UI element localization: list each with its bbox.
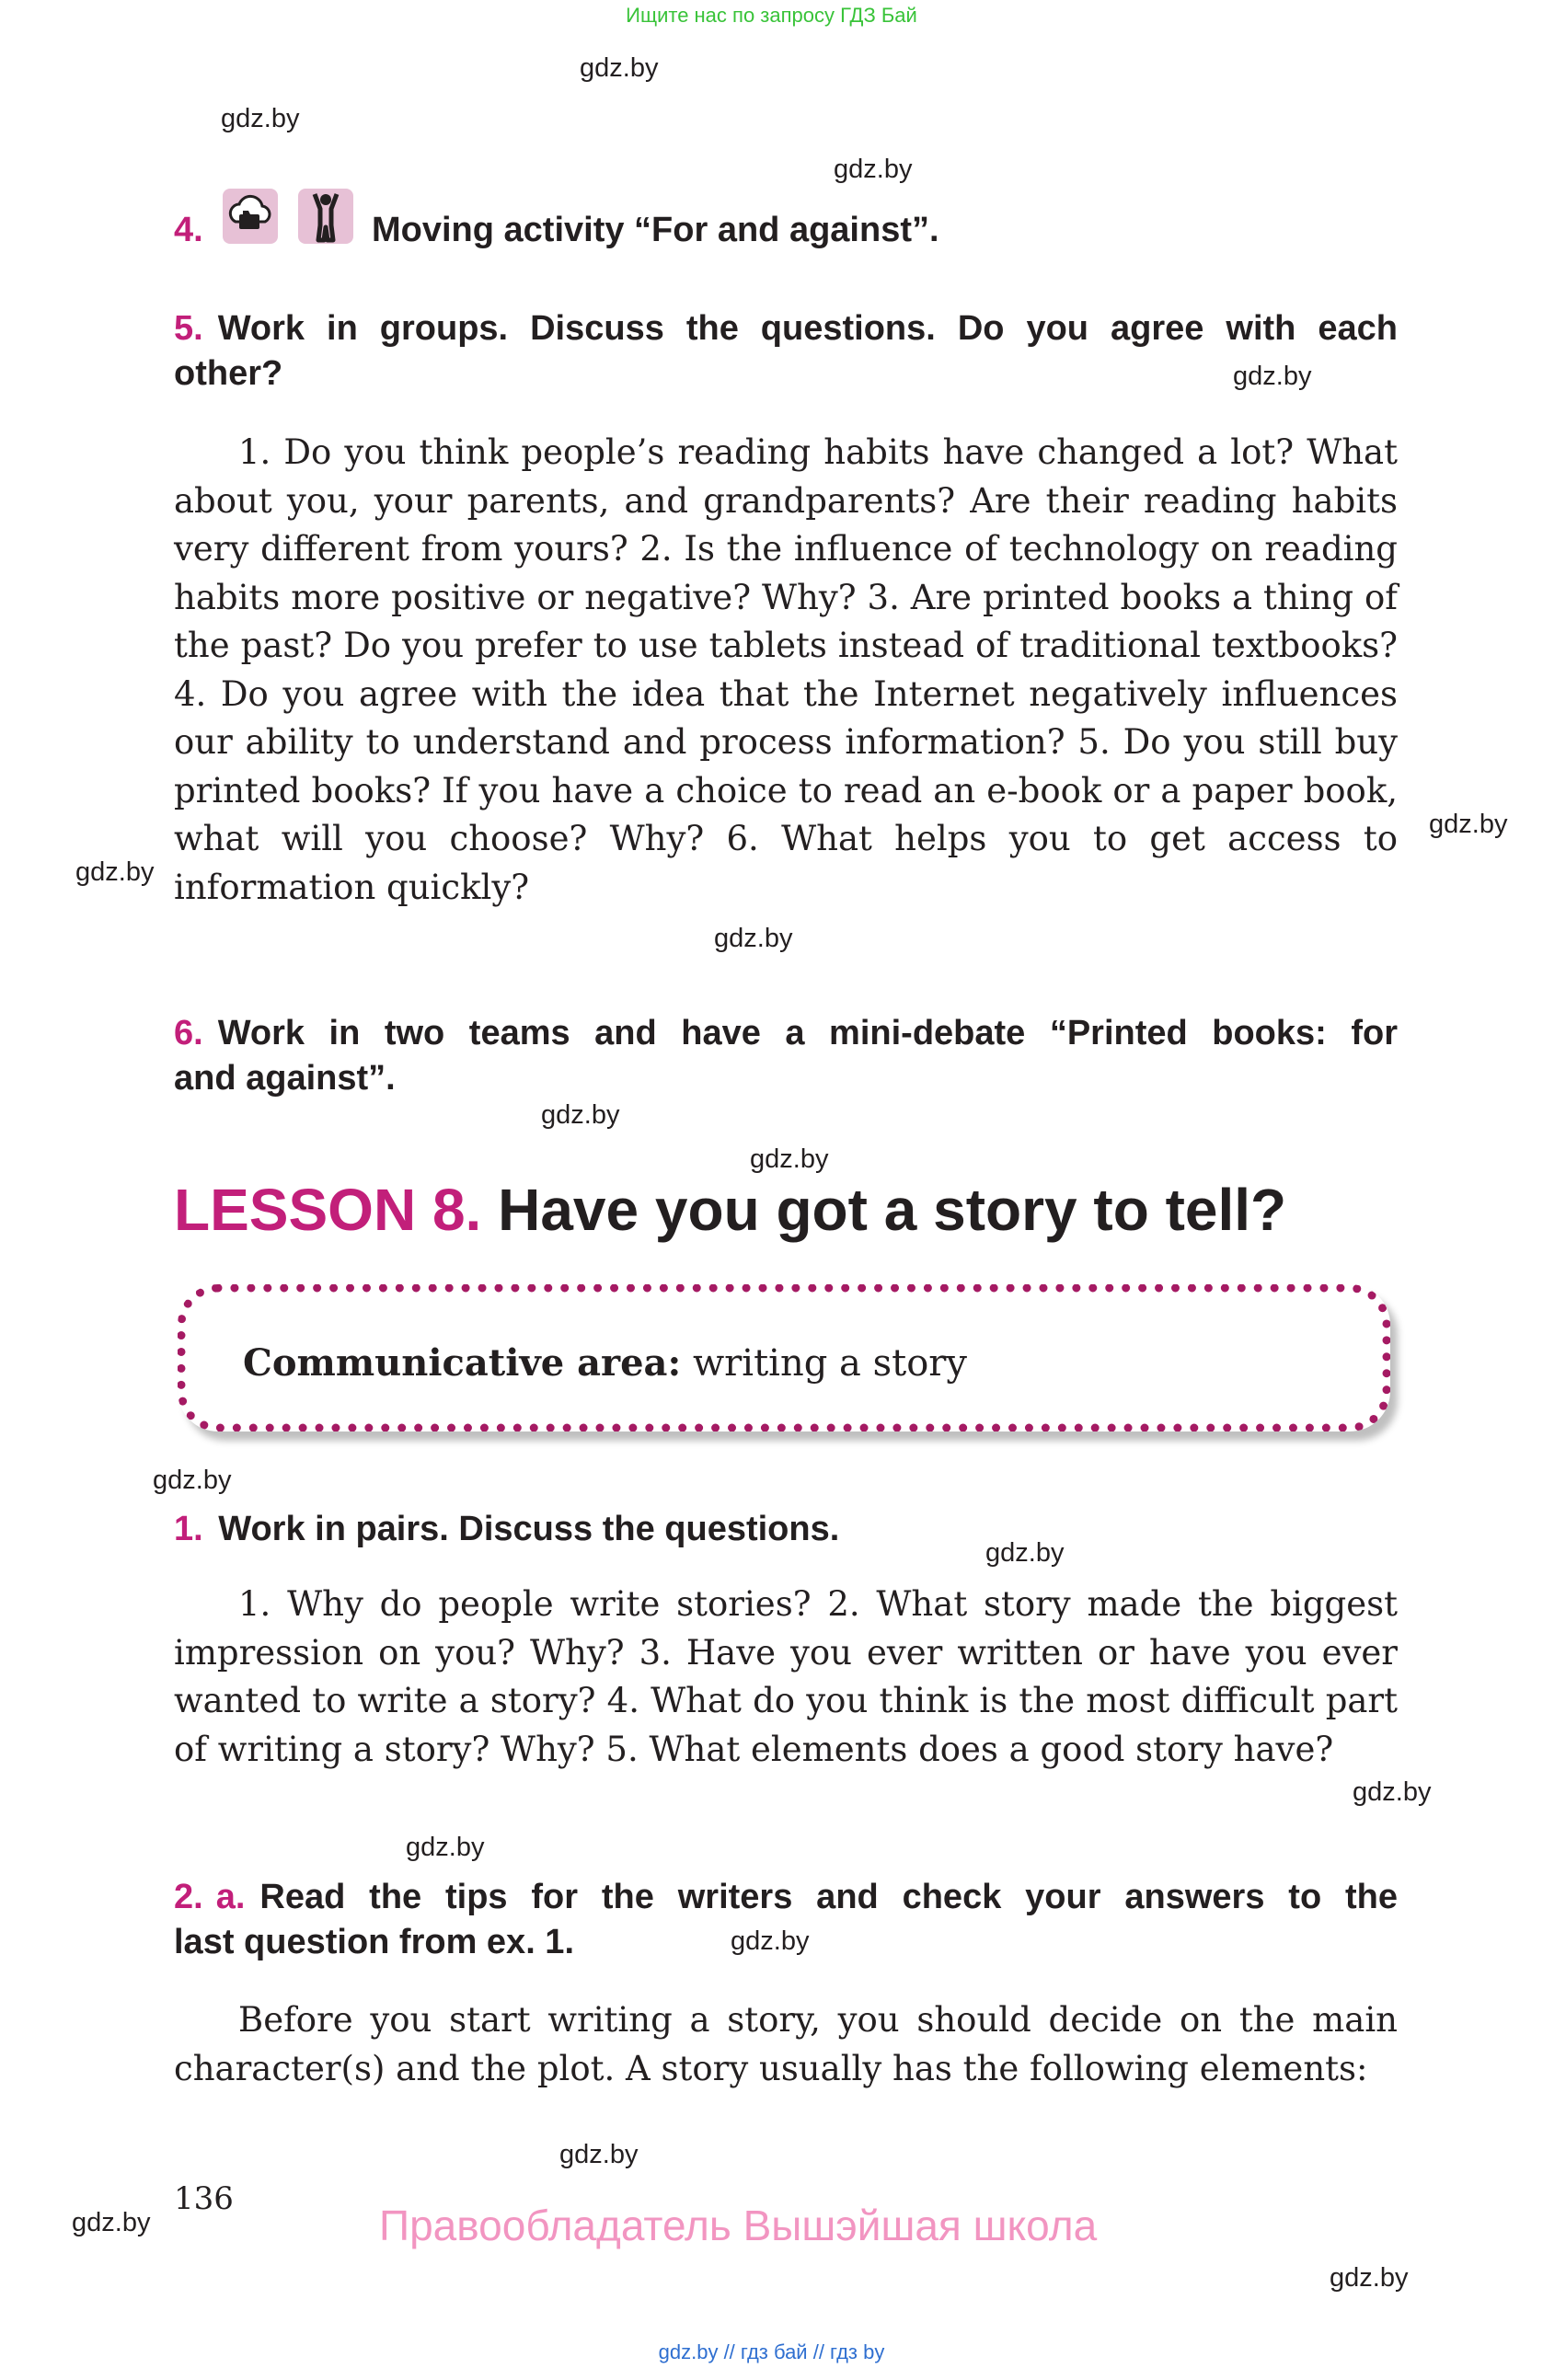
exercise-6-line1: Work in two teams and have a mini-debate “Printed books: for <box>217 1014 1398 1052</box>
lesson8-exercise-2a-heading <box>174 1875 1398 1965</box>
lesson8-exercise-1-heading <box>174 1507 1398 1552</box>
exercise-number: 6. <box>174 1014 203 1052</box>
watermark: gdz.by <box>731 1926 810 1956</box>
watermark: gdz.by <box>1429 810 1508 839</box>
exercise-4-text: Moving activity “For and against”. <box>372 211 939 249</box>
exercise-number: 2. <box>174 1878 203 1916</box>
exercise-5-questions: 1. Do you think people’s reading habits have changed a lot? What about you, your parents, and grandparents? Are their reading habits very different from yours? 2. Is the influence of technology on reading habits more positive or negative? Why? 3. Are printed books a thing of the past? Do you prefer to use tablets instead of traditional textbooks? 4. Do you agree with the idea that the Internet negatively influences our ability to understand and process information? 5. Do you still buy printed books? If you have a choice to read an e-book or a paper book, what will you choose? Why? 6. What helps you to get access to information quickly? <box>174 432 1398 907</box>
copyright-holder: Правообладатель Вышэйшая школа <box>379 2202 1098 2249</box>
watermark: gdz.by <box>1233 362 1312 391</box>
watermark: gdz.by <box>750 1144 829 1174</box>
search-note: Ищите нас по запросу ГДЗ Бай <box>626 4 917 27</box>
watermark: gdz.by <box>985 1538 1065 1568</box>
lesson8-exercise-2a-text: Before you start writing a story, you should decide on the main character(s) and the plot. A story usually has the following elements: <box>174 2000 1398 2088</box>
exercise-number: 5. <box>174 309 203 348</box>
watermark: gdz.by <box>1330 2263 1409 2293</box>
exercise-number: 4. <box>174 211 203 249</box>
exercise-5-heading <box>174 306 1398 397</box>
watermark: gdz.by <box>714 924 793 953</box>
standing-person-icon <box>298 189 353 244</box>
watermark: gdz.by <box>75 857 155 887</box>
speech-cloud-icon <box>223 189 278 244</box>
lesson-heading: Have you got a story to tell? <box>498 1177 1287 1243</box>
watermark: gdz.by <box>1353 1777 1432 1807</box>
watermark: gdz.by <box>221 104 300 133</box>
exercise-number: 1. <box>174 1510 203 1548</box>
communicative-area <box>243 1341 967 1385</box>
watermark: gdz.by <box>72 2208 151 2237</box>
exercise-subnumber: a. <box>215 1878 246 1916</box>
footer-links[interactable]: gdz.by // гдз бай // гдз by <box>658 2340 885 2363</box>
watermark: gdz.by <box>153 1466 232 1495</box>
lesson-title <box>174 1173 1286 1247</box>
lesson8-exercise-1-text: Work in pairs. Discuss the questions. <box>218 1510 840 1548</box>
exercise-6-line2: and against”. <box>174 1059 396 1098</box>
page-number: 136 <box>174 2180 234 2217</box>
lesson8-exercise-1-questions: 1. Why do people write stories? 2. What story made the biggest impression on you? Why? 3. Have you ever written or have you ever wanted to write a story? 4. What do you think is the most difficult part of writing a story? Why? 5. What elements does a good story have? <box>174 1584 1398 1769</box>
watermark: gdz.by <box>406 1833 485 1862</box>
lesson-number: LESSON 8. <box>174 1177 482 1243</box>
watermark: gdz.by <box>834 155 913 184</box>
watermark: gdz.by <box>541 1100 620 1130</box>
communicative-area-value: writing a story <box>692 1342 968 1385</box>
exercise-6-heading <box>174 1011 1398 1101</box>
exercise-5-line2: other? <box>174 354 283 393</box>
exercise-5-line1: Work in groups. Discuss the questions. Do you agree with each <box>217 309 1398 348</box>
watermark: gdz.by <box>559 2140 639 2169</box>
lesson8-exercise-2a-line2: last question from ex. 1. <box>174 1923 574 1961</box>
watermark: gdz.by <box>580 53 659 83</box>
communicative-area-label: Communicative area: <box>243 1341 682 1385</box>
lesson8-exercise-2a-line1: Read the tips for the writers and check your answers to the <box>259 1878 1398 1916</box>
